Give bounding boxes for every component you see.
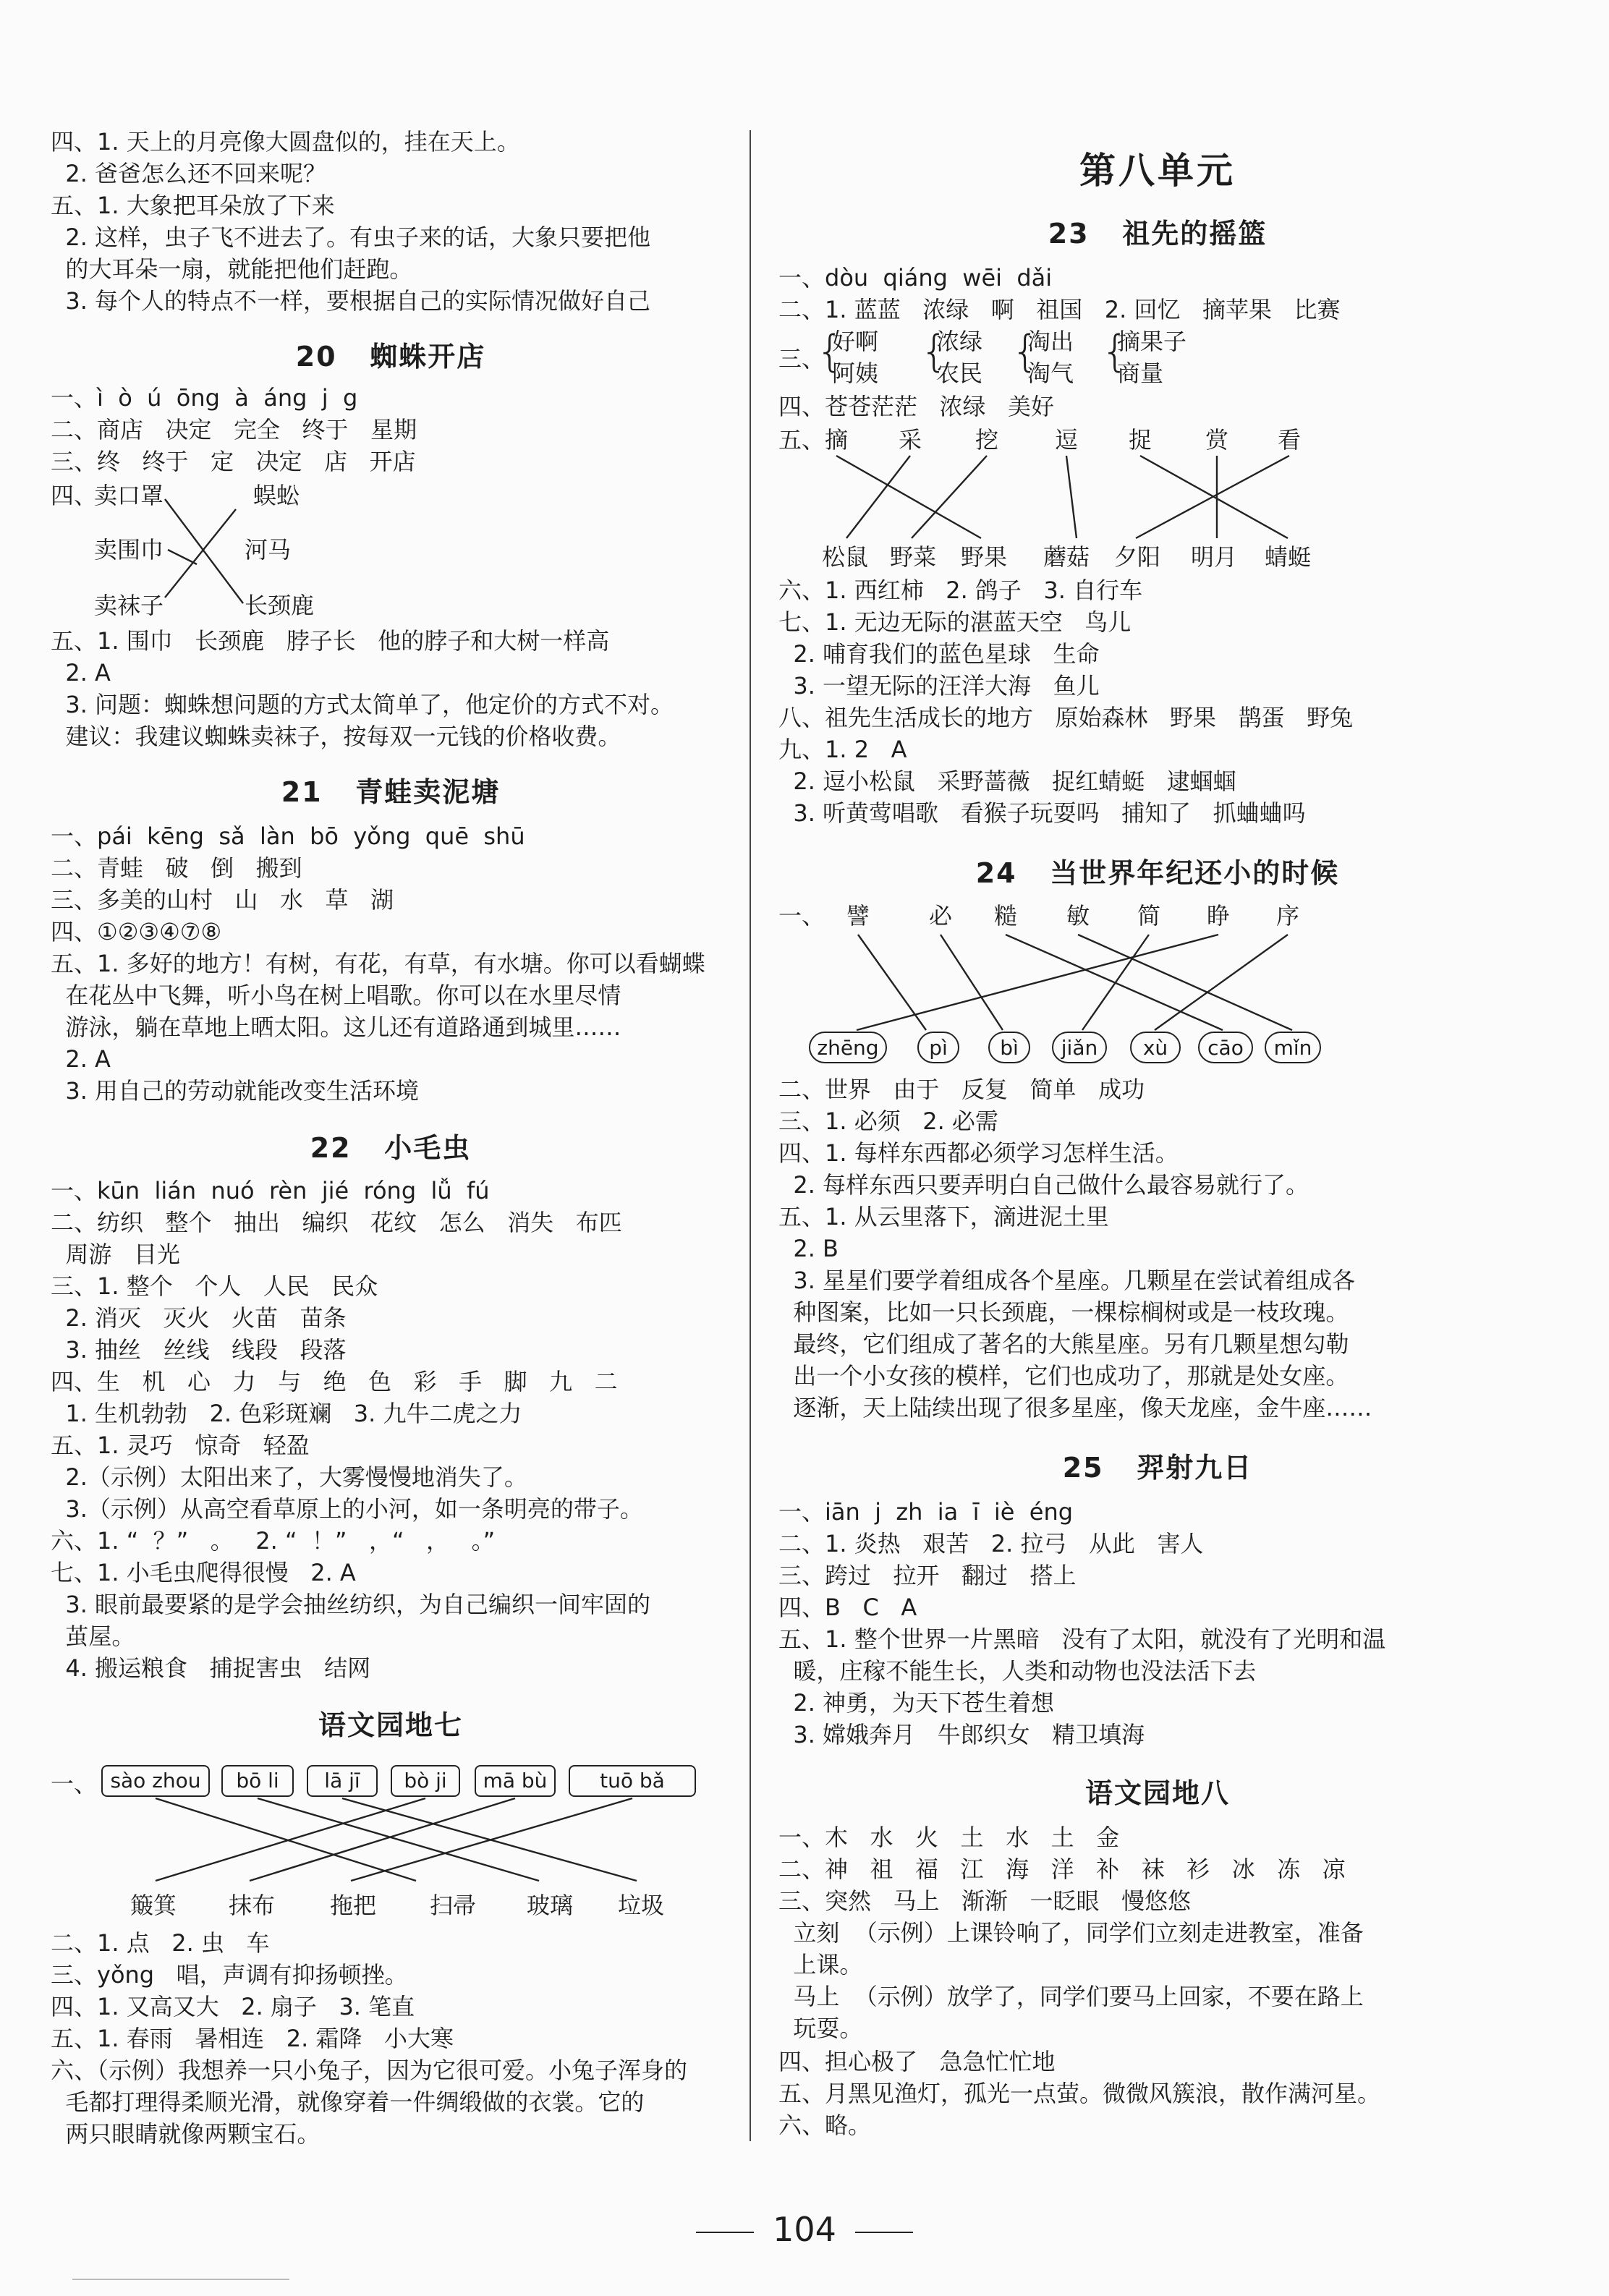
answer-line: 逐渐，天上陆续出现了很多星座，像天龙座，金牛座……	[778, 1394, 1372, 1421]
answer-line: 种图案，比如一只长颈鹿，一棵棕榈树或是一枝玫瑰。	[778, 1298, 1349, 1326]
matching-word: 扫帚	[430, 1892, 477, 1919]
answer-line: 八、祖先生活成长的地方 原始森林 野果 鹊蛋 野兔	[778, 704, 1354, 731]
answer-line: 一、ì ò ú ōng à áng j g	[51, 384, 358, 412]
answer-line: 2. A	[51, 659, 111, 686]
verb-item: 赏	[1205, 426, 1229, 454]
char-item: 序	[1276, 902, 1300, 930]
pinyin-oval: bì	[988, 1032, 1030, 1063]
noun-item: 松鼠	[822, 543, 869, 571]
answer-line: 五、1. 灵巧 惊奇 轻盈	[51, 1432, 310, 1459]
answer-line: 四、1. 又高又大 2. 扇子 3. 笔直	[51, 1993, 415, 2020]
answer-line: 三、突然 马上 渐渐 一眨眼 慢悠悠	[778, 1887, 1192, 1915]
answer-line: 3. 抽丝 丝线 线段 段落	[51, 1336, 347, 1364]
answer-line: 周游 目光	[51, 1241, 180, 1268]
question-label: 三、	[778, 345, 825, 373]
answer-line: 茧屋。	[51, 1623, 135, 1650]
pinyin-box: mā bù	[475, 1765, 556, 1797]
matching-word: 拖把	[330, 1892, 377, 1919]
matching-right-item: 长颈鹿	[245, 592, 315, 619]
matching-right-item: 河马	[245, 536, 292, 564]
answer-line: 五、1. 春雨 暑相连 2. 霜降 小大寒	[51, 2025, 454, 2052]
answer-line: 一、iān j zh ia ī iè éng	[778, 1498, 1074, 1526]
answer-line: 三、1. 整个 个人 人民 民众	[51, 1272, 378, 1300]
lesson-22-title: 22 小毛虫	[310, 1132, 472, 1164]
matching-left-item: 卖口罩	[94, 482, 164, 509]
answer-line: 四、B C A	[778, 1594, 917, 1621]
char-item: 譬	[846, 902, 870, 930]
answer-line: 五、1. 多好的地方！有树，有花，有草，有水塘。你可以看蝴蝶	[51, 950, 705, 977]
word-pair-item: 淘出	[1027, 328, 1074, 355]
answer-line: 2. 哺育我们的蓝色星球 生命	[778, 640, 1100, 668]
answer-line: 三、yǒng 唱，声调有抑扬顿挫。	[51, 1961, 408, 1989]
noun-item: 明月	[1191, 543, 1238, 571]
question-label: 一、	[778, 902, 825, 930]
answer-line: 建议：我建议蜘蛛卖袜子，按每双一元钱的价格收费。	[51, 723, 621, 750]
answer-line: 五、1. 大象把耳朵放了下来	[51, 192, 335, 219]
verb-item: 挖	[975, 426, 999, 454]
answer-line: 三、1. 必须 2. 必需	[778, 1107, 998, 1135]
answer-line: 四、①②③④⑦⑧	[51, 918, 222, 945]
answer-line: 4. 搬运粮食 捕捉害虫 结网	[51, 1654, 371, 1682]
answer-line: 立刻 （示例）上课铃响了，同学们立刻走进教室，准备	[778, 1919, 1364, 1947]
answer-line: 一、dòu qiáng wēi dǎi	[778, 264, 1053, 292]
answer-line: 3. 嫦娥奔月 牛郎织女 精卫填海	[778, 1721, 1145, 1748]
answer-line: 2. 爸爸怎么还不回来呢？	[51, 160, 327, 187]
lesson-21-title: 21 青蛙卖泥塘	[281, 776, 501, 808]
answer-line: 2. 每样东西只要弄明白自己做什么最容易就行了。	[778, 1171, 1309, 1199]
char-item: 糙	[994, 902, 1018, 930]
pinyin-oval: mǐn	[1265, 1032, 1321, 1063]
word-pair-item: 淘气	[1027, 360, 1074, 387]
answer-line: 四、担心极了 急急忙忙地	[778, 2048, 1056, 2075]
matching-right-item: 蜈蚣	[253, 482, 300, 509]
answer-line: 四、1. 每样东西都必须学习怎样生活。	[778, 1139, 1179, 1167]
answer-line: 3. 用自己的劳动就能改变生活环境	[51, 1077, 420, 1105]
answer-line: 一、木 水 火 土 水 土 金	[778, 1824, 1120, 1851]
word-pair-item: 农民	[936, 360, 983, 387]
answer-line: 马上 （示例）放学了，同学们要马上回家，不要在路上	[778, 1983, 1364, 2010]
word-pair-item: 摘果子	[1117, 328, 1187, 355]
answer-line: 2. 消灭 灭火 火苗 苗条	[51, 1304, 347, 1332]
ywyd8-title: 语文园地八	[1084, 1777, 1230, 1809]
verb-item: 采	[899, 426, 922, 454]
matching-left-item: 卖围巾	[94, 536, 164, 564]
answer-line: 二、纺织 整个 抽出 编织 花纹 怎么 消失 布匹	[51, 1209, 622, 1236]
noun-item: 夕阳	[1114, 543, 1161, 571]
pinyin-box: bō li	[221, 1765, 294, 1797]
brace: {	[816, 326, 844, 377]
answer-line: 六、（示例）我想养一只小兔子，因为它很可爱。小兔子浑身的	[51, 2057, 688, 2084]
pinyin-box: bò ji	[391, 1765, 460, 1797]
noun-item: 蘑菇	[1043, 543, 1090, 571]
answer-line: 五、月黑见渔灯，孤光一点萤。微微风簇浪，散作满河星。	[778, 2080, 1381, 2107]
answer-line: 2. 神勇，为天下苍生着想	[778, 1689, 1055, 1717]
answer-line: 六、略。	[778, 2112, 872, 2139]
matching-word: 垃圾	[618, 1892, 665, 1919]
answer-line: 四、生 机 心 力 与 绝 色 彩 手 脚 九 二	[51, 1368, 618, 1395]
brace: {	[920, 326, 948, 377]
answer-line: 2. 这样，虫子飞不进去了。有虫子来的话，大象只要把他	[51, 224, 651, 251]
matching-word: 抹布	[229, 1892, 276, 1919]
answer-line: 玩耍。	[778, 2015, 863, 2042]
char-item: 敏	[1066, 902, 1090, 930]
answer-line: 3. 听黄莺唱歌 看猴子玩耍吗 捕知了 抓蛐蛐吗	[778, 799, 1306, 827]
answer-line: 3. 每个人的特点不一样，要根据自己的实际情况做好自己	[51, 287, 651, 315]
question-label: 五、	[778, 426, 825, 454]
question-label: 一、	[51, 1770, 98, 1798]
pinyin-oval: pì	[917, 1032, 959, 1063]
pinyin-box: sào zhou	[101, 1765, 210, 1797]
verb-item: 逗	[1055, 426, 1079, 454]
answer-line: 2. 逗小松鼠 采野蔷薇 捉红蜻蜓 逮蝈蝈	[778, 768, 1236, 795]
unit-title: 第八单元	[1079, 150, 1236, 192]
answer-line: 六、1. “ ？” 。 2. “ ！” ，“ ， 。”	[51, 1527, 496, 1555]
answer-line: 3. 问题：蜘蛛想问题的方式太简单了，他定价的方式不对。	[51, 691, 674, 718]
word-pair-item: 好啊	[832, 328, 879, 355]
word-pair-item: 阿姨	[832, 360, 879, 387]
answer-line: 三、终 终于 定 决定 店 开店	[51, 448, 416, 475]
pinyin-oval: zhēng	[809, 1032, 887, 1063]
answer-line: 五、1. 围巾 长颈鹿 脖子长 他的脖子和大树一样高	[51, 627, 610, 655]
pinyin-oval: xù	[1130, 1032, 1181, 1063]
answer-line: 游泳，躺在草地上晒太阳。这儿还有道路通到城里……	[51, 1013, 621, 1041]
pinyin-box: lā jī	[307, 1765, 378, 1797]
word-pair-item: 商量	[1117, 360, 1164, 387]
answer-line: 一、kūn lián nuó rèn jié róng lǚ fú	[51, 1177, 490, 1204]
pinyin-oval: jiǎn	[1052, 1032, 1107, 1063]
answer-line: 二、1. 蓝蓝 浓绿 啊 祖国 2. 回忆 摘苹果 比赛	[778, 296, 1341, 323]
answer-line: 1. 生机勃勃 2. 色彩斑斓 3. 九牛二虎之力	[51, 1400, 522, 1427]
word-pair-item: 浓绿	[936, 328, 983, 355]
brace: {	[1101, 326, 1129, 377]
page-number	[0, 2210, 1609, 2249]
question-label: 四、	[51, 482, 98, 509]
answer-line: 七、1. 无边无际的湛蓝天空 鸟儿	[778, 608, 1132, 636]
answer-line: 四、苍苍茫茫 浓绿 美好	[778, 393, 1055, 420]
char-item: 简	[1137, 902, 1161, 930]
answer-line: 七、1. 小毛虫爬得很慢 2. A	[51, 1559, 356, 1586]
pinyin-box: tuō bǎ	[569, 1765, 696, 1797]
lesson-23-title: 23 祖先的摇篮	[1048, 218, 1268, 250]
answer-line: 3. 一望无际的汪洋大海 鱼儿	[778, 672, 1100, 700]
verb-item: 捉	[1129, 426, 1152, 454]
answer-line: 2. B	[778, 1235, 839, 1262]
verb-item: 摘	[825, 426, 849, 454]
ywyd7-title: 语文园地七	[318, 1709, 463, 1741]
answer-line: 五、1. 从云里落下，滴进泥土里	[778, 1203, 1109, 1230]
lesson-20-title: 20 蜘蛛开店	[295, 341, 486, 373]
answer-line: 3. 眼前最要紧的是学会抽丝纺织，为自己编织一间牢固的	[51, 1591, 651, 1618]
answer-line: 五、1. 整个世界一片黑暗 没有了太阳，就没有了光明和温	[778, 1625, 1386, 1653]
noun-item: 蜻蜓	[1265, 543, 1312, 571]
answer-line: 六、1. 西红柿 2. 鸽子 3. 自行车	[778, 577, 1143, 604]
answer-line: 最终，它们组成了著名的大熊星座。另有几颗星想勾勒	[778, 1330, 1349, 1358]
matching-word: 玻璃	[527, 1892, 574, 1919]
noun-item: 野果	[961, 543, 1008, 571]
answer-line: 在花丛中飞舞，听小鸟在树上唱歌。你可以在水里尽情	[51, 982, 621, 1009]
answer-line: 一、pái kēng sǎ làn bō yǒng quē shū	[51, 822, 525, 850]
answer-line: 九、1. 2 A	[778, 736, 907, 763]
lesson-25-title: 25 羿射九日	[1062, 1452, 1253, 1484]
answer-line: 3.（示例）从高空看草原上的小河，如一条明亮的带子。	[51, 1495, 643, 1523]
answer-line: 的大耳朵一扇，就能把他们赶跑。	[51, 255, 413, 283]
answer-line: 二、青蛙 破 倒 搬到	[51, 854, 302, 882]
verb-item: 看	[1278, 426, 1302, 454]
lesson-24-title: 24 当世界年纪还小的时候	[975, 857, 1340, 889]
dash-left	[696, 2232, 754, 2233]
answer-line: 两只眼睛就像两颗宝石。	[51, 2120, 320, 2148]
dash-right	[855, 2232, 913, 2233]
page-number-text: 104	[773, 2210, 836, 2249]
answer-line: 出一个小女孩的模样，它们也成功了，那就是处女座。	[778, 1362, 1349, 1390]
answer-line: 二、神 祖 福 江 海 洋 补 袜 衫 冰 冻 凉	[778, 1855, 1346, 1883]
answer-line: 2. A	[51, 1045, 111, 1073]
answer-line: 2.（示例）太阳出来了，大雾慢慢地消失了。	[51, 1463, 527, 1491]
answer-line: 暖，庄稼不能生长，人类和动物也没法活下去	[778, 1657, 1257, 1685]
answer-line: 二、世界 由于 反复 简单 成功	[778, 1076, 1145, 1103]
matching-left-item: 卖袜子	[94, 592, 164, 619]
pinyin-oval: cāo	[1198, 1032, 1253, 1063]
answer-line: 三、跨过 拉开 翻过 搭上	[778, 1562, 1077, 1589]
noun-item: 野菜	[890, 543, 937, 571]
char-item: 睁	[1207, 902, 1231, 930]
answer-line: 四、1. 天上的月亮像大圆盘似的，挂在天上。	[51, 128, 520, 156]
answer-line: 二、1. 炎热 艰苦 2. 拉弓 从此 害人	[778, 1530, 1204, 1557]
answer-line: 3. 星星们要学着组成各个星座。几颗星在尝试着组成各	[778, 1267, 1356, 1294]
answer-line: 上课。	[778, 1951, 863, 1978]
answer-line: 二、1. 点 2. 虫 车	[51, 1929, 270, 1957]
brace: {	[1011, 326, 1040, 377]
answer-line: 二、商店 决定 完全 终于 星期	[51, 416, 417, 443]
footer-rule	[72, 2279, 289, 2280]
matching-word: 簸箕	[130, 1892, 177, 1919]
answer-line: 毛都打理得柔顺光滑，就像穿着一件绸缎做的衣裳。它的	[51, 2088, 645, 2116]
char-item: 必	[929, 902, 953, 930]
answer-line: 三、多美的山村 山 水 草 湖	[51, 886, 394, 914]
